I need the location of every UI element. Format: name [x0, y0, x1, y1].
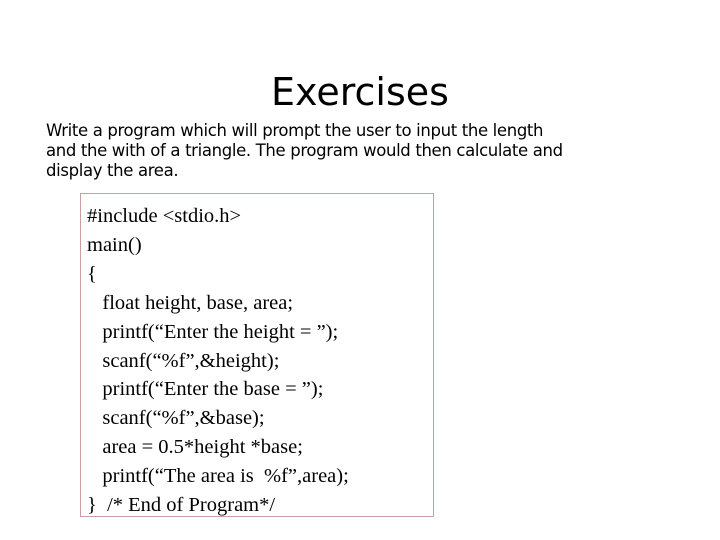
- prompt-line: and the with of a triangle. The program would then calculate and: [46, 141, 563, 160]
- code-listing: [80, 193, 434, 517]
- code-line: #include <stdio.h>: [87, 205, 242, 227]
- code-line: {: [87, 262, 97, 285]
- code-line: scanf(“%f”,&base);: [87, 407, 265, 430]
- code-line: printf(“Enter the height = ”);: [87, 320, 339, 343]
- prompt-line: Write a program which will prompt the user to input the length: [46, 121, 544, 140]
- code-line: printf(“The area is %f”,area);: [87, 465, 349, 488]
- code-line: } /* End of Program*/: [87, 494, 276, 517]
- exercise-prompt: [46, 121, 676, 181]
- code-line: scanf(“%f”,&height);: [87, 349, 280, 372]
- code-line: printf(“Enter the base = ”);: [87, 378, 324, 401]
- code-line: area = 0.5*height *base;: [87, 436, 303, 459]
- slide-title: Exercises: [271, 70, 449, 115]
- code-line: main(): [87, 233, 142, 256]
- prompt-line: display the area.: [46, 161, 179, 180]
- code-line: float height, base, area;: [87, 291, 294, 314]
